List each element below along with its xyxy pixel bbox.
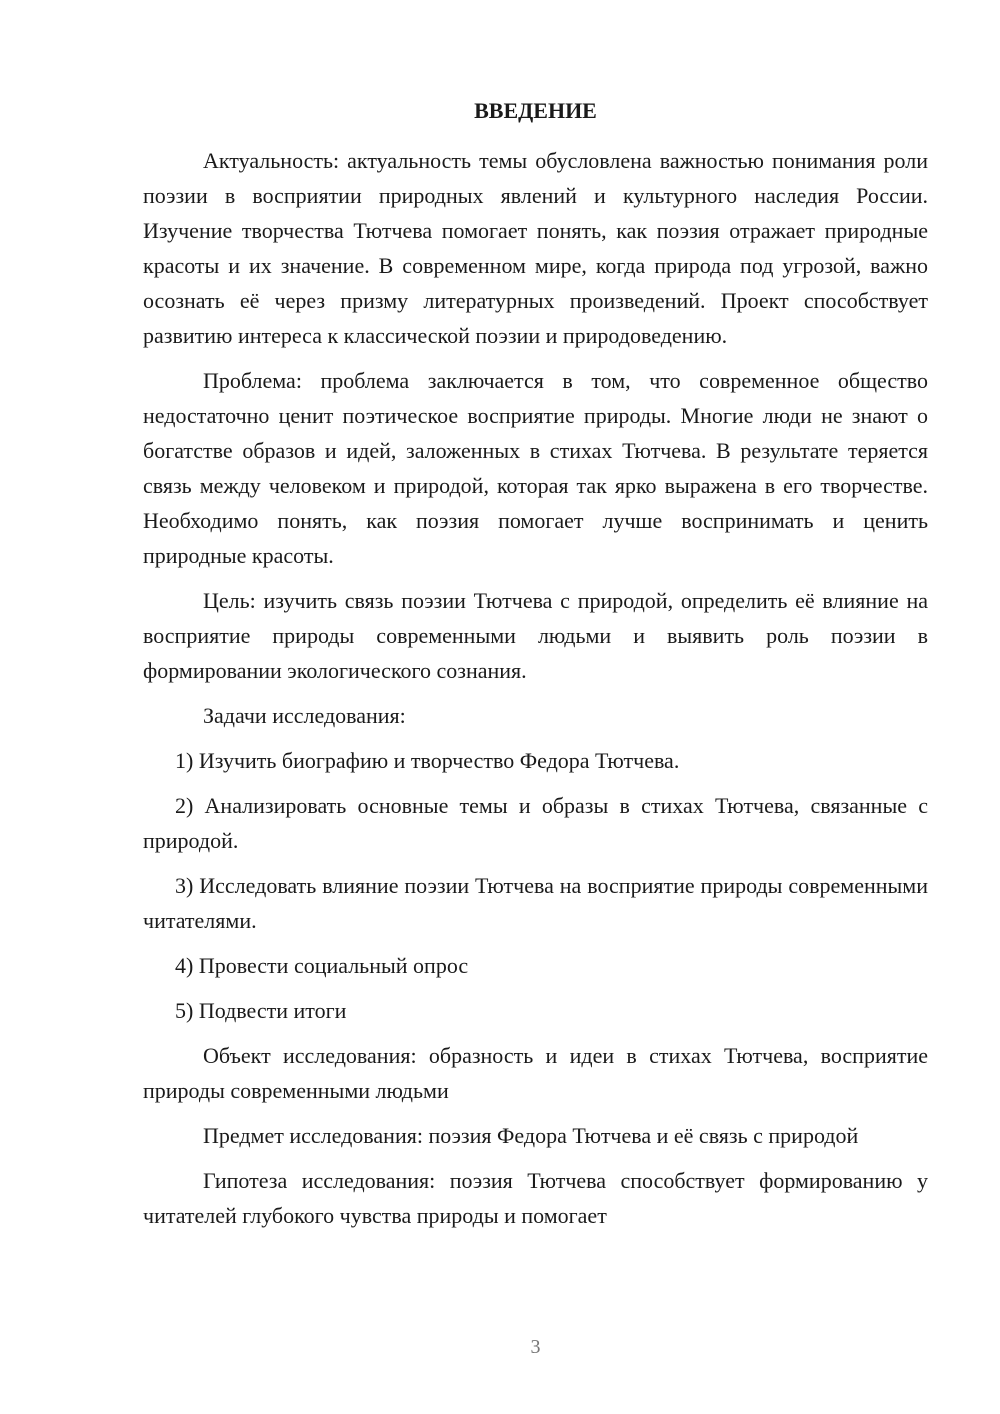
paragraph-goal: Цель: изучить связь поэзии Тютчева с природой, определить её влияние на восприятие природы современными людьми и выявить роль поэзии в формировании экологического сознания. <box>143 588 928 683</box>
page-number: 3 <box>530 1336 541 1358</box>
task-item: 2) Анализировать основные темы и образы в стихах Тютчева, связанные с природой. <box>143 793 928 853</box>
task-item: 4) Провести социальный опрос <box>175 953 469 978</box>
task-item: 1) Изучить биографию и творчество Федора Тютчева. <box>175 748 680 773</box>
section-body <box>143 143 928 1233</box>
task-item: 5) Подвести итоги <box>175 998 347 1023</box>
paragraph-object: Объект исследования: образность и идеи в стихах Тютчева, восприятие природы современными людьми <box>143 1043 928 1103</box>
document-page <box>143 0 928 1414</box>
paragraph-hypothesis: Гипотеза исследования: поэзия Тютчева способствует формированию у читателей глубокого чувства природы и помогает <box>143 1168 928 1228</box>
paragraph-subject: Предмет исследования: поэзия Федора Тютчева и её связь с природой <box>203 1123 859 1148</box>
paragraph-tasks-heading: Задачи исследования: <box>203 703 406 728</box>
paragraph-problem: Проблема: проблема заключается в том, что современное общество недостаточно ценит поэтическое восприятие природы. Многие люди не знают о богатстве образов и идей, заложенных в стихах Тютчева. В результате теряется связь между человеком и природой, которая так ярко выражена в его творчестве. Необходимо понять, как поэзия помогает лучше воспринимать и ценить природные красоты. <box>143 368 928 568</box>
section-title: ВВЕДЕНИЕ <box>474 98 597 123</box>
task-item: 3) Исследовать влияние поэзии Тютчева на восприятие природы современными читателями. <box>143 873 928 933</box>
paragraph-relevance: Актуальность: актуальность темы обусловлена важностью понимания роли поэзии в восприятии природных явлений и культурного наследия России. Изучение творчества Тютчева помогает понять, как поэзия отражает природные красоты и их значение. В современном мире, когда природа под угрозой, важно осознать её через призму литературных произведений. Проект способствует развитию интереса к классической поэзии и природоведению. <box>143 148 928 348</box>
